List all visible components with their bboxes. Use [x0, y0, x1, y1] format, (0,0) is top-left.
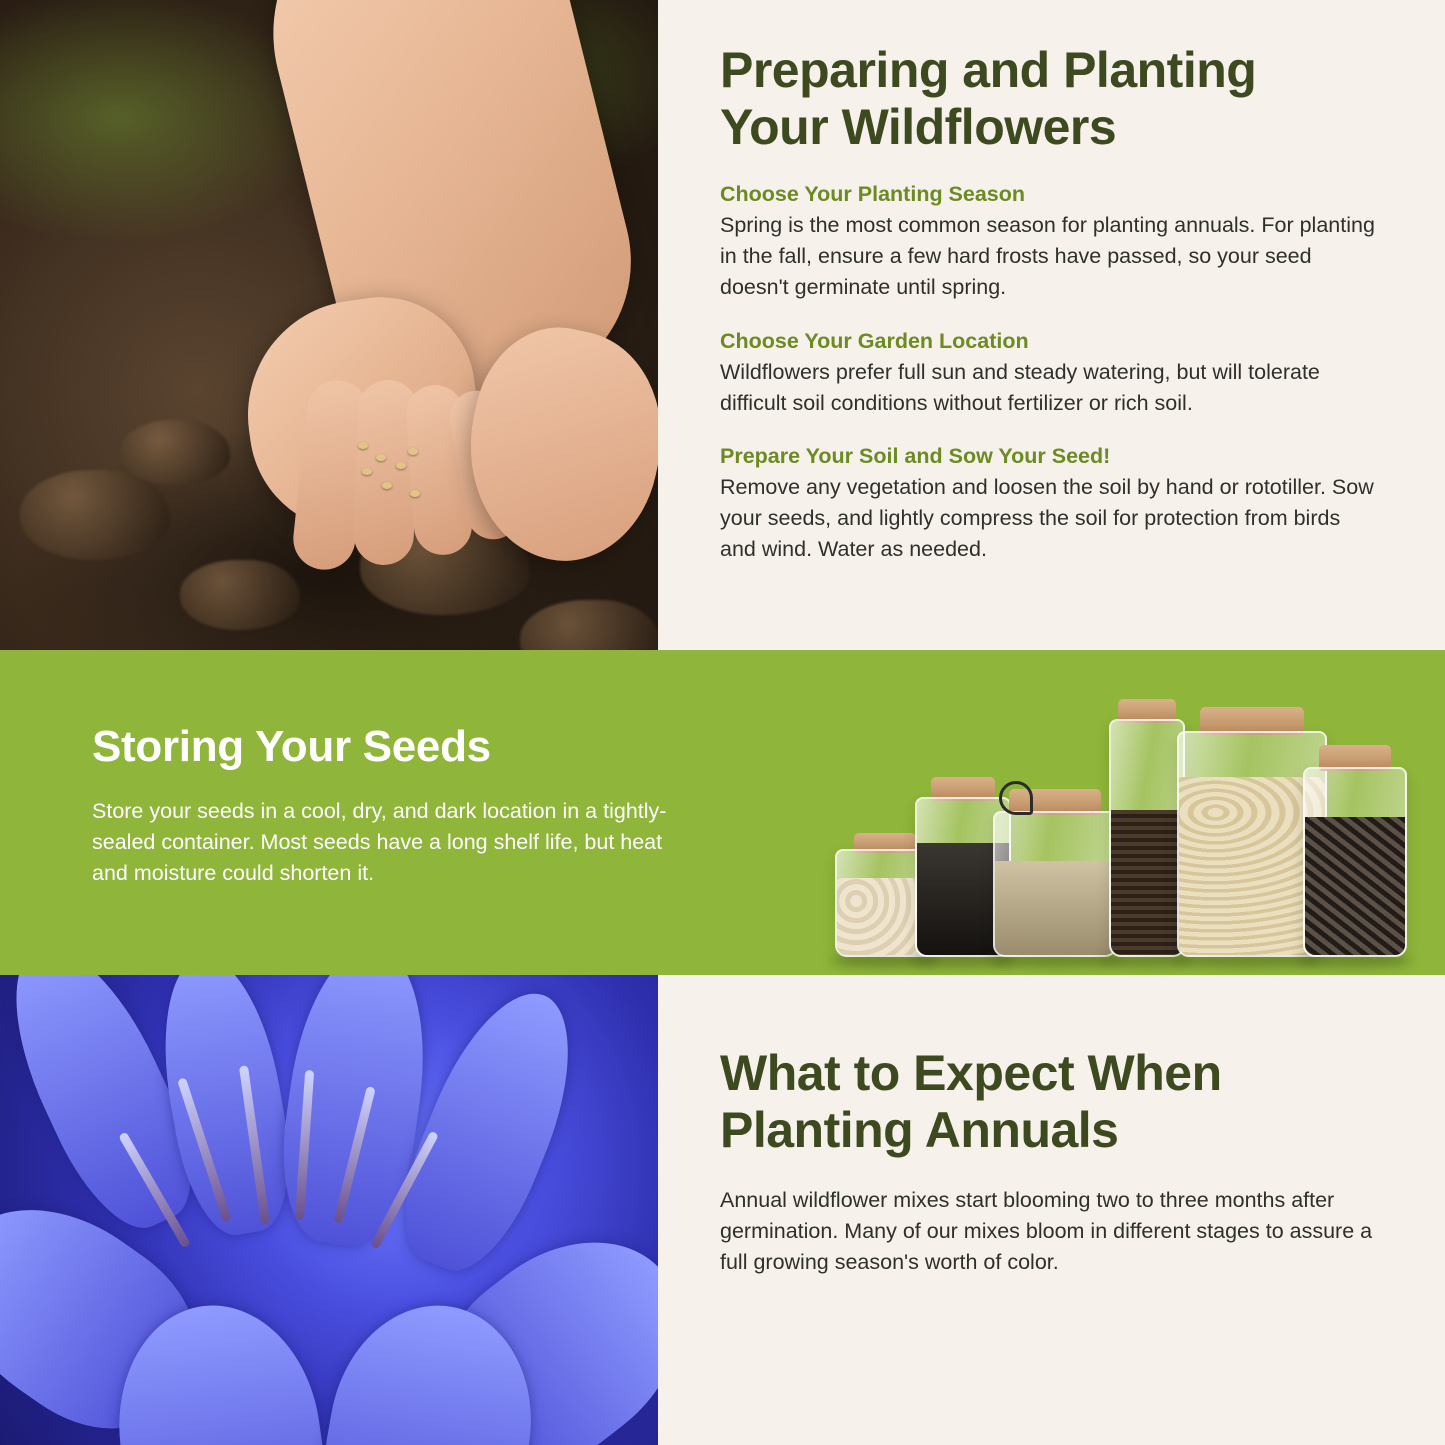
section-planting — [0, 0, 1445, 650]
subheading-planting-season: Choose Your Planting Season — [720, 182, 1026, 206]
planting-text-column — [658, 0, 1445, 650]
planting-block-soil — [720, 444, 1375, 566]
glass-jars-with-seeds-photo — [725, 650, 1445, 975]
jar-tall-dark-seeds — [1109, 719, 1185, 957]
storing-title: Storing Your Seeds — [92, 721, 491, 771]
section-expect — [0, 975, 1445, 1445]
storing-text-column — [0, 722, 725, 904]
expect-text-column — [658, 975, 1445, 1445]
body-prepare-soil: Remove any vegetation and loosen the soil by hand or rototiller. Sow your seeds, and lightly compress the soil for protection from birds and wind. Water as needed. — [720, 474, 1374, 562]
seed-cluster — [352, 438, 442, 508]
soil-clod — [20, 470, 170, 560]
expect-body: Annual wildflower mixes start blooming two to three months after germination. Many of our mixes bloom in different stages to assure a full growing season's worth of color. — [720, 1188, 1373, 1275]
soil-clod — [180, 560, 300, 630]
planting-block-location — [720, 329, 1375, 419]
soil-clod — [120, 420, 230, 485]
section-storing — [0, 650, 1445, 975]
jar-ground-seed — [993, 811, 1117, 957]
subheading-garden-location: Choose Your Garden Location — [720, 328, 1029, 353]
hand-sowing-seeds-in-soil-photo — [0, 0, 658, 650]
planting-block-season — [720, 182, 1375, 304]
storing-body: Store your seeds in a cool, dry, and dark location in a tightly-sealed container. Most seeds have a long shelf life, but heat and moisture could shorten it. — [92, 798, 667, 886]
page-title: Preparing and Planting Your Wildflowers — [720, 42, 1257, 155]
subheading-prepare-soil: Prepare Your Soil and Sow Your Seed! — [720, 443, 1111, 468]
body-garden-location: Wildflowers prefer full sun and steady watering, but will tolerate difficult soil conditions without fertilizer or rich soil. — [720, 359, 1320, 415]
expect-title: What to Expect When Planting Annuals — [720, 1045, 1222, 1158]
body-planting-season: Spring is the most common season for planting annuals. For planting in the fall, ensure a few hard frosts have passed, so your seed doesn't germinate until spring. — [720, 213, 1375, 300]
jar-sunflower-seeds — [1303, 767, 1407, 957]
blue-cornflower-closeup-photo — [0, 975, 658, 1445]
